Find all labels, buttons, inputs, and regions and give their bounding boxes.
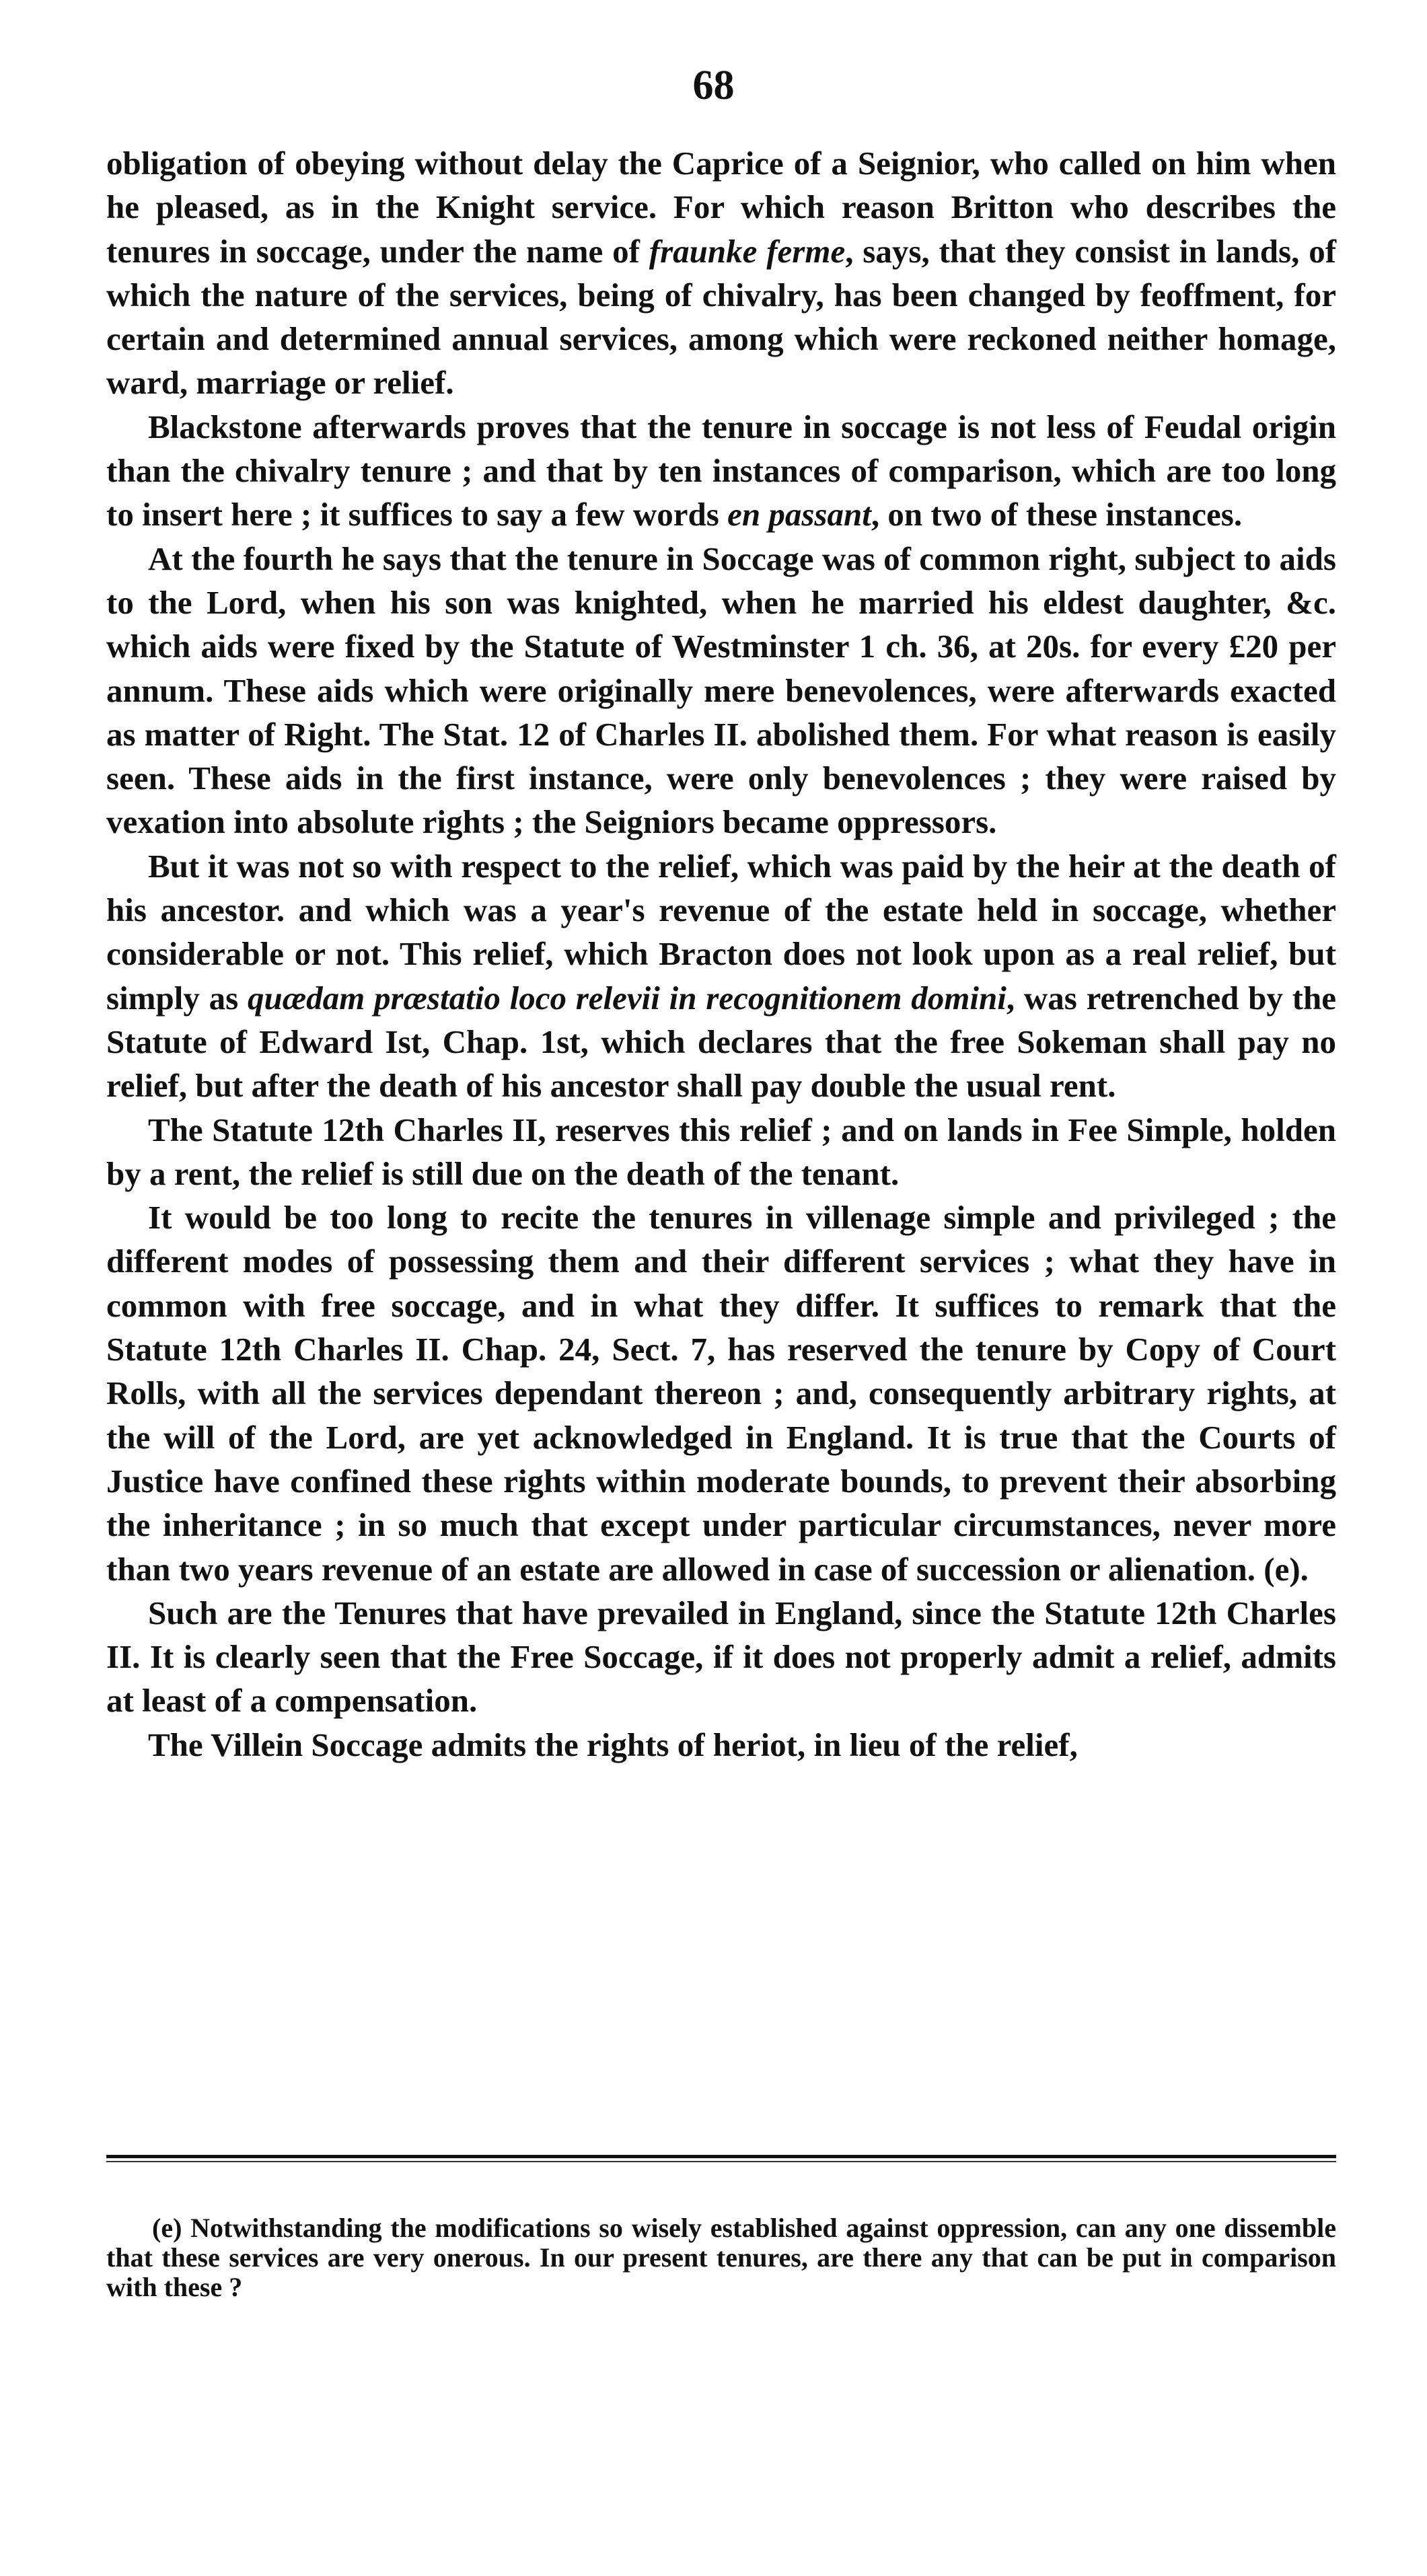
text-run: Such are the Tenures that have prevailed in England, since the Statute 12th Charles II. It is clearly seen that the Free Soccage, if it does not properly admit a relief, admits at least of a compensation.: [106, 1594, 1336, 1720]
paragraph: [106, 141, 1336, 405]
text-run: obligation of obeying without delay the Caprice of a Seignior, who called on him when he pleased, as in the Knight service. For which reason Britton who describes the tenures in soccage, under the name of: [106, 145, 1336, 270]
text-run: It would be too long to recite the tenures in villenage simple and privileged ; the different modes of possessing them and their different services ; what they have in common with free soccage, and in what they differ. It suffices to remark that the Statute 12th Charles II. Chap. 24, Sect. 7, has reserved the tenure by Copy of Court Rolls, with all the services dependant thereon ; and, consequently arbitrary rights, at the will of the Lord, are yet acknowledged in England. It is true that the Courts of Justice have confined these rights within moderate bounds, to prevent their absorbing the inheritance ; in so much that except under particular circumstances, never more than two years revenue of an estate are allowed in case of succession or alienation. (e).: [106, 1199, 1336, 1588]
text-run: , on two of these instances.: [871, 496, 1243, 533]
italic-text-run: fraunke ferme: [649, 232, 846, 270]
paragraph: [106, 405, 1336, 537]
paragraph: [106, 844, 1336, 1108]
text-run: , says, that they consist in lands, of which the nature of the services, being of chivalry, has been changed by feoffment, for certain and determined annual services, among which were reckoned neither homage, ward, marriage or relief.: [106, 232, 1337, 402]
footnote-rule: [106, 2155, 1336, 2158]
italic-text-run: quædam præstatio loco relevii in recognitionem domini: [247, 979, 1007, 1017]
footnote: (e) Notwithstanding the modifications so wisely established against oppression, can any one dissemble that these services are very onerous. In our present tenures, are there any that can be put in comparison with these ?: [106, 2213, 1336, 2302]
text-run: Blackstone afterwards proves that the tenure in soccage is not less of Feudal origin than the chivalry tenure ; and that by ten instances of comparison, which are too long to insert here ; it suffices to say a few words: [106, 408, 1336, 533]
text-run: The Villein Soccage admits the rights of heriot, in lieu of the relief,: [148, 1726, 1078, 1763]
text-run: The Statute 12th Charles II, reserves this relief ; and on lands in Fee Simple, holden by a rent, the relief is still due on the death of the tenant.: [106, 1111, 1336, 1192]
footnote-rule-thin: [106, 2161, 1336, 2162]
text-run: , was retrenched by the Statute of Edward Ist, Chap. 1st, which declares that the free Sokeman shall pay no relief, but after the death of his ancestor shall pay double the usual rent.: [106, 979, 1336, 1105]
italic-text-run: en passant: [727, 496, 871, 533]
body-text: [106, 141, 1336, 1767]
paragraph: [106, 1195, 1336, 1591]
paragraph: [106, 1723, 1336, 1767]
paragraph: [106, 537, 1336, 844]
page-number: 68: [692, 63, 735, 108]
text-run: At the fourth he says that the tenure in Soccage was of common right, subject to aids to the Lord, when his son was knighted, when he married his eldest daughter, &c. which aids were fixed by the Statute of Westminster 1 ch. 36, at 20s. for every £20 per annum. These aids which were originally mere benevolences, were afterwards exacted as matter of Right. The Stat. 12 of Charles II. abolished them. For what reason is easily seen. These aids in the first instance, were only benevolences ; they were raised by vexation into absolute rights ; the Seigniors became oppressors.: [106, 540, 1336, 841]
paragraph: [106, 1108, 1336, 1196]
text-run: But it was not so with respect to the relief, which was paid by the heir at the death of his ancestor. and which was a year's revenue of the estate held in soccage, whether considerable or not. This relief, which Bracton does not look upon as a real relief, but simply as: [106, 847, 1336, 1017]
paragraph: [106, 1591, 1336, 1723]
